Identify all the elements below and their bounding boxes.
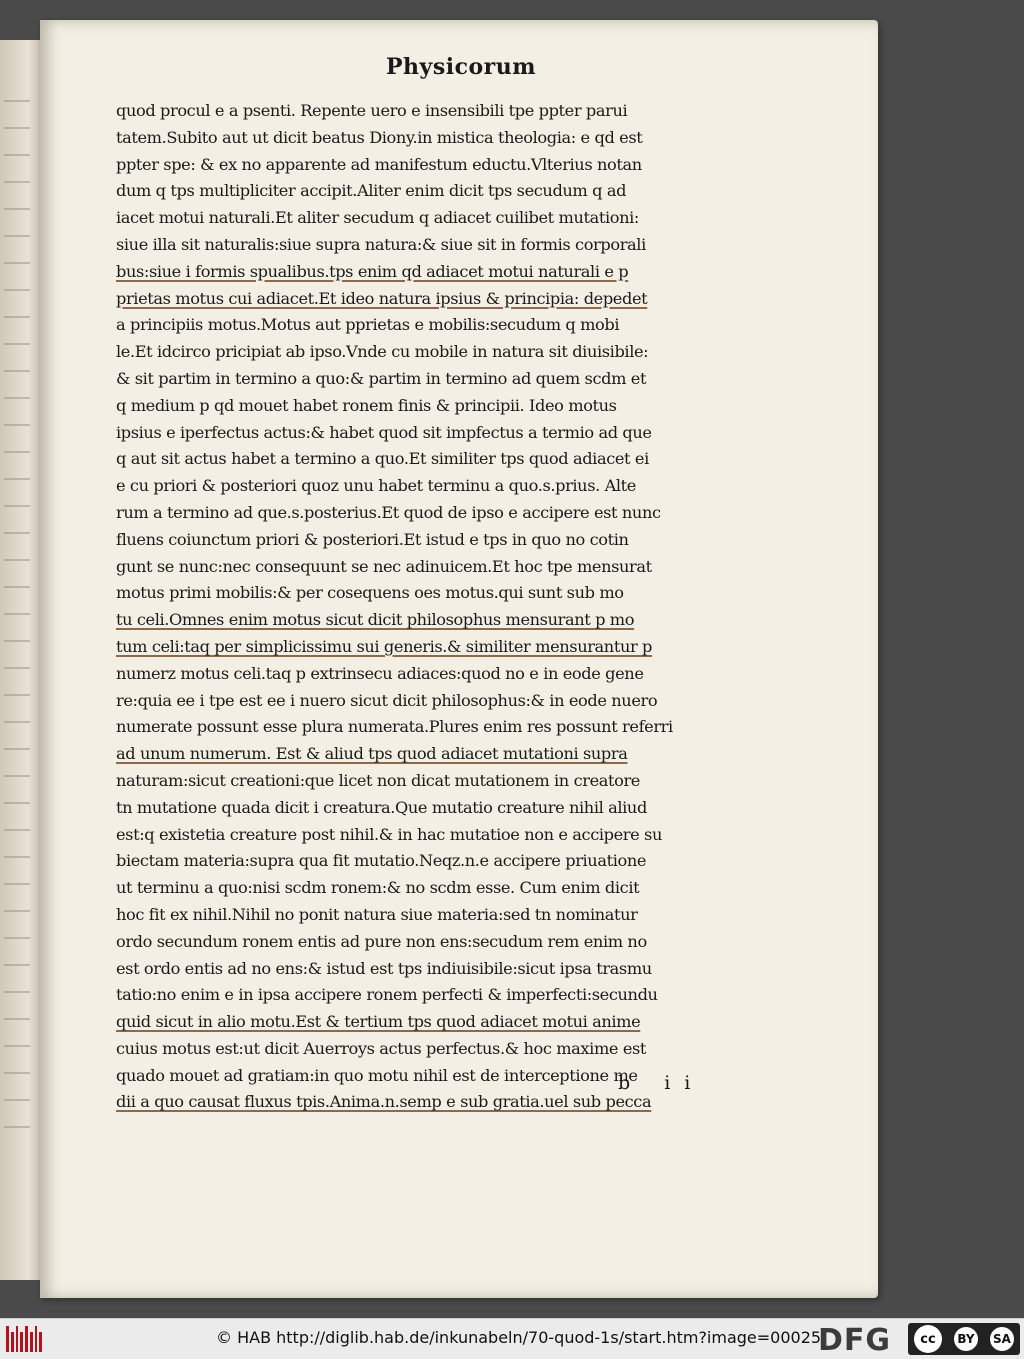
text-line: ad unum numerum. Est & aliud tps quod adiacet mutationi supra bbox=[116, 744, 628, 764]
text-line: biectam materia:supra qua fit mutatio.Neqz.n.e accipere priuatione bbox=[116, 851, 647, 871]
text-line: ordo secundum ronem entis ad pure non ens:secudum rem enim no bbox=[116, 931, 647, 951]
text-line: cuius motus est:ut dicit Auerroys actus perfectus.& hoc maxime est bbox=[116, 1038, 647, 1058]
text-line: naturam:sicut creationi:que licet non dicat mutationem in creatore bbox=[116, 770, 640, 790]
text-line: ppter spe: & ex no apparente ad manifestum eductu.Vlterius notan bbox=[116, 154, 642, 174]
text-line: bus:siue i formis spualibus.tps enim qd adiacet motui naturali e p bbox=[116, 261, 629, 281]
text-line: le.Et idcirco pricipiat ab ipso.Vnde cu mobile in natura sit diuisibile: bbox=[116, 342, 649, 362]
credit-link[interactable]: © HAB http://diglib.hab.de/inkunabeln/70-quod-1s/start.htm?image=00025 bbox=[216, 1328, 822, 1347]
text-line: ut terminu a quo:nisi scdm ronem:& no scdm esse. Cum enim dicit bbox=[116, 878, 640, 898]
text-line: tatio:no enim e in ipsa accipere ronem perfecti & imperfecti:secundu bbox=[116, 985, 658, 1005]
text-line: e cu priori & posteriori quoz unu habet terminu a quo.s.prius. Alte bbox=[116, 476, 636, 496]
text-line: tu celi.Omnes enim motus sicut dicit philosophus mensurant p mo bbox=[116, 610, 635, 630]
text-line: est:q existetia creature post nihil.& in hac mutatioe non e accipere su bbox=[116, 824, 662, 844]
text-line: prietas motus cui adiacet.Et ideo natura ipsius & principia: depedet bbox=[116, 288, 648, 308]
signature-mark: b ii bbox=[618, 1072, 705, 1094]
text-line: re:quia ee i tpe est ee i nuero sicut dicit philosophus:& in eode nuero bbox=[116, 690, 658, 710]
sa-icon: SA bbox=[990, 1327, 1014, 1351]
text-line: siue illa sit naturalis:siue supra natura:& siue sit in formis corporali bbox=[116, 234, 646, 254]
text-line: dii a quo causat fluxus tpis.Anima.n.semp e sub gratia.uel sub pecca bbox=[116, 1092, 652, 1112]
text-line: rum a termino ad que.s.posterius.Et quod de ipso e accipere est nunc bbox=[116, 502, 661, 522]
text-line: tum celi:taq per simplicissimu sui generis.& similiter mensurantur p bbox=[116, 636, 653, 656]
text-line: est ordo entis ad no ens:& istud est tps indiuisibile:sicut ipsa trasmu bbox=[116, 958, 652, 978]
text-line: dum q tps multipliciter accipit.Aliter enim dicit tps secudum q ad bbox=[116, 181, 627, 201]
text-line: iacet motui naturali.Et aliter secudum q adiacet cuilibet mutationi: bbox=[116, 208, 639, 228]
book-page bbox=[40, 20, 878, 1298]
cc-license-badge[interactable] bbox=[908, 1323, 1020, 1355]
text-line: quid sicut in alio motu.Est & tertium tps quod adiacet motui anime bbox=[116, 1012, 641, 1032]
text-block bbox=[116, 98, 772, 1116]
text-line: quado mouet ad gratiam:in quo motu nihil est de interceptione me bbox=[116, 1065, 638, 1085]
text-line: gunt se nunc:nec consequunt se nec adinuicem.Et hoc tpe mensurat bbox=[116, 556, 652, 576]
footer-bar bbox=[0, 1318, 1024, 1359]
text-line: & sit partim in termino a quo:& partim in termino ad quem scdm et bbox=[116, 368, 647, 388]
text-line: q medium p qd mouet habet ronem finis & principii. Ideo motus bbox=[116, 395, 617, 415]
text-line: ipsius e iperfectus actus:& habet quod sit impfectus a termio ad que bbox=[116, 422, 652, 442]
dfg-logo[interactable]: DFG bbox=[818, 1323, 892, 1358]
text-line: tatem.Subito aut ut dicit beatus Diony.in mistica theologia: e qd est bbox=[116, 127, 643, 147]
text-line: quod procul e a psenti. Repente uero e insensibili tpe ppter parui bbox=[116, 101, 628, 120]
text-line: tn mutatione quada dicit i creatura.Que mutatio creature nihil aliud bbox=[116, 797, 647, 817]
hab-logo-icon[interactable] bbox=[6, 1326, 42, 1352]
text-line: a principiis motus.Motus aut pprietas e mobilis:secudum q mobi bbox=[116, 315, 620, 335]
text-line: q aut sit actus habet a termino a quo.Et similiter tps quod adiacet ei bbox=[116, 449, 649, 469]
text-line: fluens coiunctum priori & posteriori.Et istud e tps in quo no cotin bbox=[116, 529, 629, 549]
text-line: numerate possunt esse plura numerata.Plures enim res possunt referri bbox=[116, 717, 673, 737]
cc-icon: cc bbox=[914, 1325, 942, 1353]
text-line: hoc fit ex nihil.Nihil no ponit natura siue materia:sed tn nominatur bbox=[116, 904, 638, 924]
running-head: Physicorum bbox=[386, 54, 536, 80]
by-icon: BY bbox=[954, 1327, 978, 1351]
text-line: numerz motus celi.taq p extrinsecu adiaces:quod no e in eode gene bbox=[116, 663, 644, 683]
text-line: motus primi mobilis:& per cosequens oes motus.qui sunt sub mo bbox=[116, 583, 624, 603]
facing-page-bleed bbox=[4, 100, 30, 1150]
